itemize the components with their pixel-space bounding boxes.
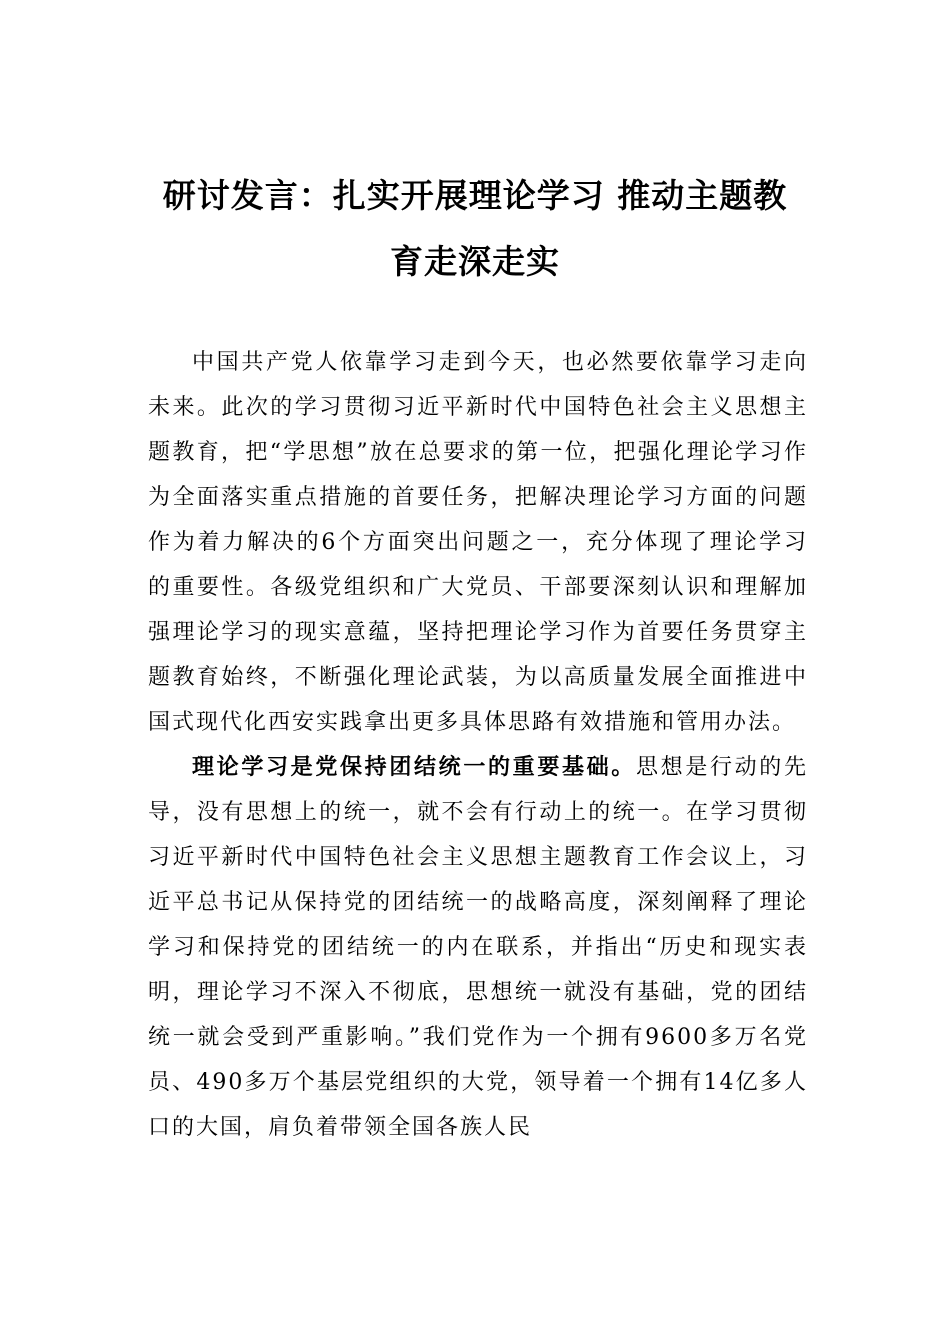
title-line-2: 育走深走实 bbox=[390, 242, 560, 281]
document-body bbox=[148, 340, 808, 1150]
paragraph-unity bbox=[148, 745, 808, 1150]
title-line-1: 研讨发言：扎实开展理论学习 推动主题教 bbox=[162, 176, 788, 215]
paragraph-text: 中国共产党人依靠学习走到今天，也必然要依靠学习走向未来。此次的学习贯彻习近平新时代中国特色社会主义思想主题教育，把“学思想”放在总要求的第一位，把强化理论学习作为全面落实重点措施的首要任务，把解决理论学习方面的问题作为着力解决的6个方面突出问题之一，充分体现了理论学习的重要性。各级党组织和广大党员、干部要深刻认识和理解加强理论学习的现实意蕴，坚持把理论学习作为首要任务贯穿主题教育始终，不断强化理论武装，为以高质量发展全面推进中国式现代化西安实践拿出更多具体思路有效措施和管用办法。 bbox=[148, 350, 808, 735]
paragraph-intro bbox=[148, 340, 808, 745]
document-title bbox=[130, 163, 820, 295]
paragraph-text: 思想是行动的先导，没有思想上的统一，就不会有行动上的统一。在学习贯彻习近平新时代中国特色社会主义思想主题教育工作会议上，习近平总书记从保持党的团结统一的战略高度，深刻阐释了理论学习和保持党的团结统一的内在联系，并指出“历史和现实表明，理论学习不深入不彻底，思想统一就没有基础，党的团结统一就会受到严重影响。”我们党作为一个拥有9600多万名党员、490多万个基层党组织的大党，领导着一个拥有14亿多人口的大国，肩负着带领全国各族人民 bbox=[148, 755, 808, 1140]
paragraph-lead-heading: 理论学习是党保持团结统一的重要基础。 bbox=[192, 754, 636, 780]
